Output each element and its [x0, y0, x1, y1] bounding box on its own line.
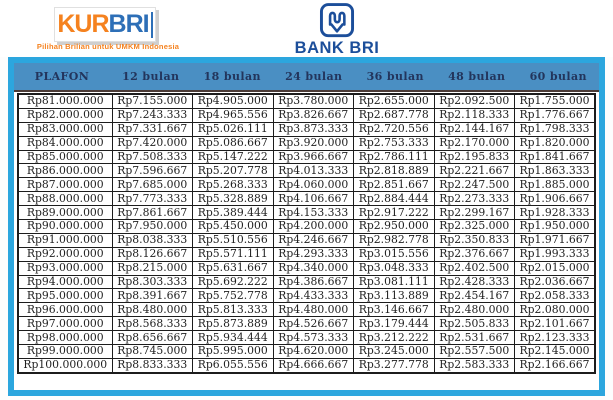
installment-cell: Rp7.596.667: [112, 164, 193, 178]
installment-cell: Rp2.402.500: [434, 261, 515, 275]
installment-cell: Rp8.215.000: [112, 261, 193, 275]
installment-cell: Rp8.391.667: [112, 289, 193, 303]
bank-bri-logo: [292, 2, 382, 57]
table-row: [18, 192, 595, 206]
installment-cell: Rp2.273.333: [434, 192, 515, 206]
installment-cell: Rp8.833.333: [112, 358, 193, 372]
installment-cell: Rp2.720.556: [354, 122, 435, 136]
installment-cell: Rp5.328.889: [193, 192, 274, 206]
installment-cell: Rp4.573.333: [273, 331, 354, 345]
installment-cell: Rp7.685.000: [112, 178, 193, 192]
table-row: [18, 303, 595, 317]
table-row: [18, 164, 595, 178]
logo-divider-bar: [151, 12, 153, 38]
plafon-cell: Rp83.000.000: [18, 122, 112, 136]
installment-cell: Rp1.863.333: [515, 164, 596, 178]
plafon-cell: Rp89.000.000: [18, 206, 112, 220]
installment-cell: Rp2.015.000: [515, 261, 596, 275]
plafon-cell: Rp99.000.000: [18, 345, 112, 359]
installment-cell: Rp2.655.000: [354, 94, 435, 108]
installment-cell: Rp2.299.167: [434, 206, 515, 220]
installment-cell: Rp7.773.333: [112, 192, 193, 206]
plafon-cell: Rp88.000.000: [18, 192, 112, 206]
installment-cell: Rp4.386.667: [273, 275, 354, 289]
table-header-row: [14, 63, 599, 92]
installment-cell: Rp7.243.333: [112, 108, 193, 122]
installment-cell: Rp2.884.444: [354, 192, 435, 206]
column-header-tenor: 18 bulan: [203, 70, 261, 83]
installment-cell: Rp1.971.667: [515, 233, 596, 247]
kur-bri-logo: [28, 4, 188, 56]
installment-cell: Rp4.246.667: [273, 233, 354, 247]
installment-cell: Rp7.508.333: [112, 150, 193, 164]
installment-cell: Rp3.245.000: [354, 345, 435, 359]
installment-cell: Rp2.786.111: [354, 150, 435, 164]
installment-cell: Rp2.950.000: [354, 220, 435, 234]
installment-cell: Rp3.780.000: [273, 94, 354, 108]
installment-cell: Rp2.058.333: [515, 289, 596, 303]
installment-table-frame: [8, 57, 605, 396]
plafon-cell: Rp97.000.000: [18, 317, 112, 331]
installment-cell: Rp2.036.667: [515, 275, 596, 289]
installment-cell: Rp8.568.333: [112, 317, 193, 331]
installment-cell: Rp3.113.889: [354, 289, 435, 303]
installment-cell: Rp5.086.667: [193, 136, 274, 150]
installment-cell: Rp4.666.667: [273, 358, 354, 372]
kur-bri-wordmark: [54, 7, 156, 42]
installment-cell: Rp5.510.556: [193, 233, 274, 247]
installment-cell: Rp2.118.333: [434, 108, 515, 122]
installment-cell: Rp5.692.222: [193, 275, 274, 289]
column-header-tenor: 36 bulan: [366, 70, 424, 83]
column-header-tenor: 60 bulan: [529, 70, 587, 83]
plafon-cell: Rp87.000.000: [18, 178, 112, 192]
bri-text: BRI: [108, 10, 149, 38]
bri-bank-emblem-icon: [318, 2, 356, 40]
installment-cell: Rp4.106.667: [273, 192, 354, 206]
installment-cell: Rp2.221.667: [434, 164, 515, 178]
plafon-cell: Rp90.000.000: [18, 220, 112, 234]
installment-cell: Rp2.350.833: [434, 233, 515, 247]
table-row: [18, 261, 595, 275]
installment-cell: Rp2.166.667: [515, 358, 596, 372]
installment-cell: Rp8.656.667: [112, 331, 193, 345]
installment-cell: Rp2.557.500: [434, 345, 515, 359]
installment-cell: Rp2.101.667: [515, 317, 596, 331]
installment-cell: Rp7.331.667: [112, 122, 193, 136]
plafon-cell: Rp100.000.000: [18, 358, 112, 372]
installment-cell: Rp6.055.556: [193, 358, 274, 372]
installment-cell: Rp3.179.444: [354, 317, 435, 331]
installment-cell: Rp1.906.667: [515, 192, 596, 206]
table-row: [18, 178, 595, 192]
installment-cell: Rp2.917.222: [354, 206, 435, 220]
table-row: [18, 220, 595, 234]
installment-cell: Rp1.798.333: [515, 122, 596, 136]
installment-cell: Rp2.325.000: [434, 220, 515, 234]
installment-cell: Rp3.826.667: [273, 108, 354, 122]
installment-cell: Rp2.753.333: [354, 136, 435, 150]
installment-cell: Rp3.920.000: [273, 136, 354, 150]
installment-cell: Rp2.123.333: [515, 331, 596, 345]
plafon-cell: Rp84.000.000: [18, 136, 112, 150]
installment-cell: Rp2.376.667: [434, 247, 515, 261]
installment-cell: Rp2.531.667: [434, 331, 515, 345]
table-row: [18, 150, 595, 164]
installment-cell: Rp3.212.222: [354, 331, 435, 345]
plafon-cell: Rp81.000.000: [18, 94, 112, 108]
installment-cell: Rp2.982.778: [354, 233, 435, 247]
installment-cell: Rp5.147.222: [193, 150, 274, 164]
table-row: [18, 247, 595, 261]
installment-cell: Rp2.583.333: [434, 358, 515, 372]
installment-cell: Rp2.145.000: [515, 345, 596, 359]
plafon-cell: Rp94.000.000: [18, 275, 112, 289]
installment-cell: Rp5.752.778: [193, 289, 274, 303]
installment-cell: Rp1.993.333: [515, 247, 596, 261]
installment-cell: Rp7.155.000: [112, 94, 193, 108]
installment-table: [17, 93, 596, 374]
installment-cell: Rp5.571.111: [193, 247, 274, 261]
installment-cell: Rp4.965.556: [193, 108, 274, 122]
column-header-tenor: 24 bulan: [285, 70, 343, 83]
installment-cell: Rp3.966.667: [273, 150, 354, 164]
kur-text: KUR: [57, 10, 109, 38]
kur-tagline: Pilihan Brilian untuk UMKM Indonesia: [36, 42, 180, 51]
installment-cell: Rp4.526.667: [273, 317, 354, 331]
installment-cell: Rp1.776.667: [515, 108, 596, 122]
table-row: [18, 122, 595, 136]
plafon-cell: Rp95.000.000: [18, 289, 112, 303]
installment-cell: Rp2.092.500: [434, 94, 515, 108]
installment-cell: Rp1.755.000: [515, 94, 596, 108]
installment-cell: Rp5.873.889: [193, 317, 274, 331]
installment-cell: Rp3.015.556: [354, 247, 435, 261]
installment-cell: Rp1.841.667: [515, 150, 596, 164]
installment-cell: Rp4.433.333: [273, 289, 354, 303]
installment-cell: Rp5.813.333: [193, 303, 274, 317]
installment-cell: Rp2.080.000: [515, 303, 596, 317]
installment-cell: Rp2.687.778: [354, 108, 435, 122]
installment-cell: Rp2.454.167: [434, 289, 515, 303]
plafon-cell: Rp96.000.000: [18, 303, 112, 317]
installment-cell: Rp4.200.000: [273, 220, 354, 234]
installment-cell: Rp5.934.444: [193, 331, 274, 345]
installment-cell: Rp2.851.667: [354, 178, 435, 192]
column-header-tenor: 12 bulan: [122, 70, 180, 83]
installment-cell: Rp3.873.333: [273, 122, 354, 136]
table-row: [18, 94, 595, 108]
installment-cell: Rp1.928.333: [515, 206, 596, 220]
table-row: [18, 108, 595, 122]
table-row: [18, 136, 595, 150]
plafon-cell: Rp93.000.000: [18, 261, 112, 275]
installment-cell: Rp4.905.000: [193, 94, 274, 108]
table-row: [18, 331, 595, 345]
installment-cell: Rp4.293.333: [273, 247, 354, 261]
plafon-cell: Rp82.000.000: [18, 108, 112, 122]
installment-cell: Rp8.480.000: [112, 303, 193, 317]
installment-cell: Rp8.038.333: [112, 233, 193, 247]
installment-cell: Rp4.620.000: [273, 345, 354, 359]
installment-cell: Rp2.505.833: [434, 317, 515, 331]
installment-cell: Rp1.885.000: [515, 178, 596, 192]
installment-cell: Rp2.428.333: [434, 275, 515, 289]
masthead: [0, 0, 613, 57]
column-header-tenor: 48 bulan: [448, 70, 506, 83]
installment-cell: Rp5.995.000: [193, 345, 274, 359]
table-row: [18, 358, 595, 372]
installment-cell: Rp1.820.000: [515, 136, 596, 150]
installment-cell: Rp1.950.000: [515, 220, 596, 234]
table-row: [18, 275, 595, 289]
installment-cell: Rp7.950.000: [112, 220, 193, 234]
installment-cell: Rp5.450.000: [193, 220, 274, 234]
installment-cell: Rp8.745.000: [112, 345, 193, 359]
installment-cell: Rp5.207.778: [193, 164, 274, 178]
table-row: [18, 289, 595, 303]
table-row: [18, 206, 595, 220]
installment-cell: Rp4.340.000: [273, 261, 354, 275]
installment-cell: Rp5.389.444: [193, 206, 274, 220]
installment-table-body: [18, 94, 595, 373]
plafon-cell: Rp85.000.000: [18, 150, 112, 164]
installment-cell: Rp2.247.500: [434, 178, 515, 192]
installment-cell: Rp8.303.333: [112, 275, 193, 289]
table-row: [18, 233, 595, 247]
plafon-cell: Rp98.000.000: [18, 331, 112, 345]
installment-cell: Rp3.146.667: [354, 303, 435, 317]
installment-cell: Rp2.170.000: [434, 136, 515, 150]
installment-cell: Rp3.048.333: [354, 261, 435, 275]
plafon-cell: Rp86.000.000: [18, 164, 112, 178]
installment-cell: Rp7.861.667: [112, 206, 193, 220]
table-row: [18, 345, 595, 359]
column-header-plafon: PLAFON: [34, 70, 90, 83]
installment-cell: Rp3.081.111: [354, 275, 435, 289]
installment-cell: Rp2.144.167: [434, 122, 515, 136]
installment-cell: Rp5.268.333: [193, 178, 274, 192]
installment-cell: Rp5.026.111: [193, 122, 274, 136]
bank-bri-wordmark: BANK BRI: [294, 39, 380, 57]
installment-cell: Rp2.480.000: [434, 303, 515, 317]
plafon-cell: Rp92.000.000: [18, 247, 112, 261]
installment-cell: Rp5.631.667: [193, 261, 274, 275]
installment-cell: Rp2.195.833: [434, 150, 515, 164]
installment-cell: Rp4.480.000: [273, 303, 354, 317]
installment-cell: Rp7.420.000: [112, 136, 193, 150]
installment-cell: Rp4.060.000: [273, 178, 354, 192]
installment-cell: Rp3.277.778: [354, 358, 435, 372]
installment-cell: Rp2.818.889: [354, 164, 435, 178]
installment-cell: Rp4.153.333: [273, 206, 354, 220]
table-row: [18, 317, 595, 331]
installment-cell: Rp4.013.333: [273, 164, 354, 178]
plafon-cell: Rp91.000.000: [18, 233, 112, 247]
installment-cell: Rp8.126.667: [112, 247, 193, 261]
